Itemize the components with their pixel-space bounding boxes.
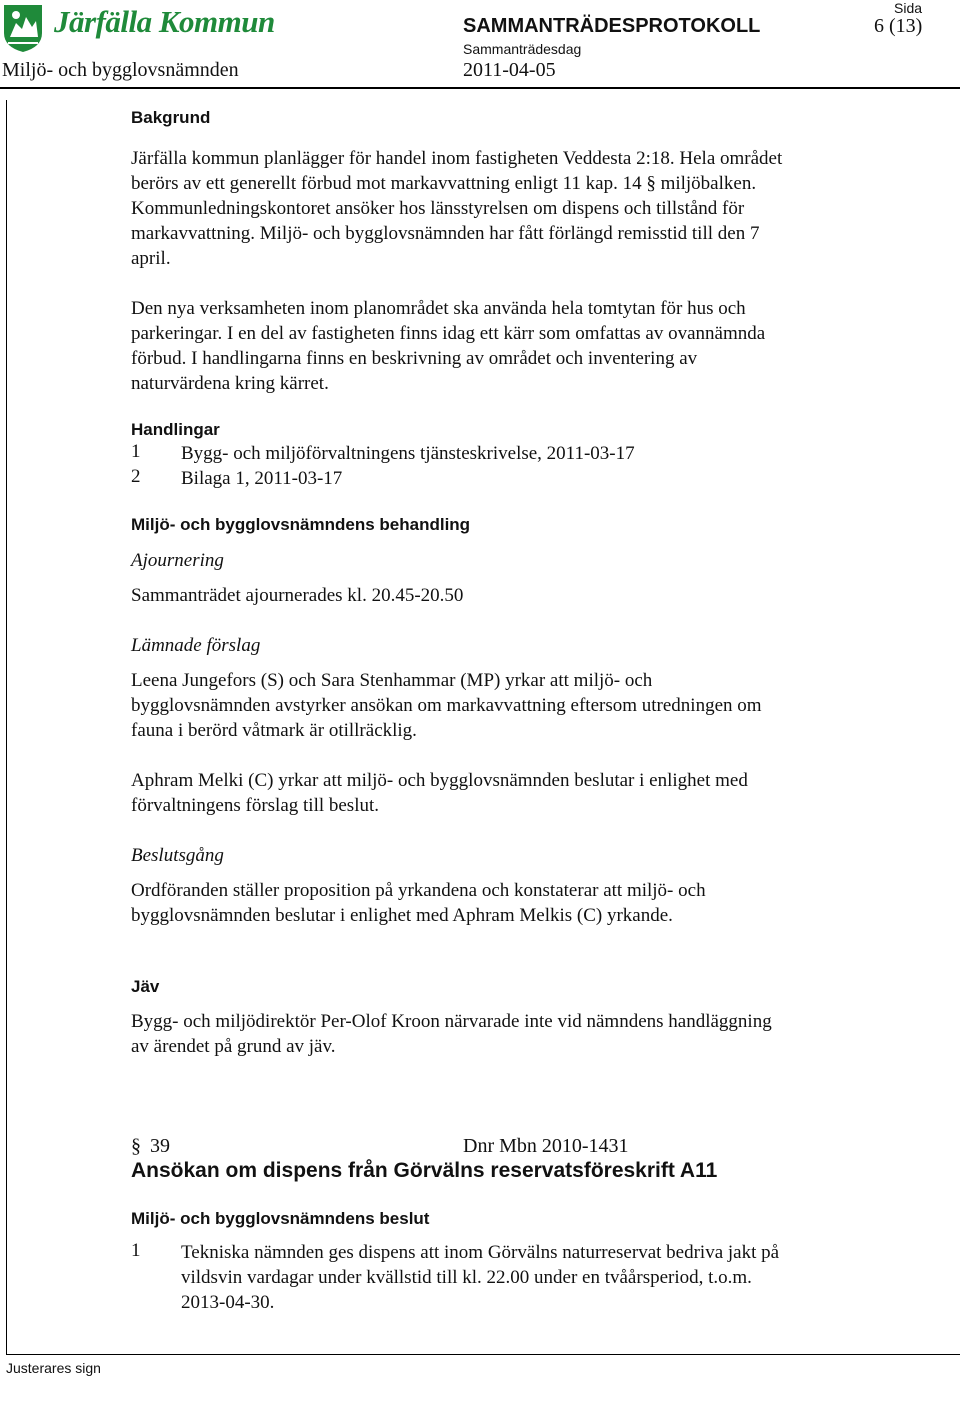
text-line: Kommunledningskontoret ansöker hos länsstyrelsen om dispens och tillstånd för [131,198,745,219]
text-line: Aphram Melki (C) yrkar att miljö- och bygglovsnämnden beslutar i enlighet med [131,770,748,791]
text-line: Tekniska nämnden ges dispens att inom Görvälns naturreservat bedriva jakt på [181,1242,780,1263]
margin-rule [6,100,7,1354]
section-heading-beslut: Miljö- och bygglovsnämndens beslut [131,1209,430,1228]
case-number: Dnr Mbn 2010-1431 [463,1135,629,1157]
text-line: berörs av ett generellt förbud mot markavvattning enligt 11 kap. 14 § miljöbalken. [131,173,757,194]
subheading-lamnade-forslag: Lämnade förslag [131,635,261,656]
text-line: bygglovsnämnden beslutar i enlighet med Aphram Melkis (C) yrkande. [131,905,673,926]
beslutsgang-paragraph [131,878,706,928]
signature-label: Justerares sign [6,1360,101,1376]
paragraph-number: 39 [150,1135,170,1157]
meeting-date-label: Sammanträdesdag [463,41,582,57]
section-heading-jav: Jäv [131,977,160,996]
text-line: Järfälla kommun planlägger för handel inom fastigheten Veddesta 2:18. Hela området [131,148,783,169]
municipal-shield-logo [2,3,44,53]
logo-wordmark: Järfälla Kommun [54,4,275,39]
footer-rule [6,1354,960,1355]
bakgrund-paragraph-2 [131,296,765,396]
list-item-number: 1 [131,441,141,462]
text-line: Leena Jungefors (S) och Sara Stenhammar (MP) yrkar att miljö- och [131,670,653,691]
header-rule [0,87,960,89]
text-line: förvaltningens förslag till beslut. [131,795,380,816]
text-line: Bygg- och miljödirektör Per-Olof Kroon närvarade inte vid nämndens handläggning [131,1011,772,1032]
paragraph-sign: § [131,1135,141,1157]
item-title: Ansökan om dispens från Görvälns reservatsföreskrift A11 [131,1159,718,1182]
forslag-paragraph-1 [131,668,762,743]
text-line: Den nya verksamheten inom planområdet ska använda hela tomtytan för hus och [131,298,746,319]
beslut-text [181,1240,779,1315]
list-item-number: 1 [131,1240,141,1261]
section-heading-handlingar: Handlingar [131,420,220,439]
list-item-text: Bilaga 1, 2011-03-17 [181,468,343,489]
document-type: SAMMANTRÄDESPROTOKOLL [463,15,761,37]
forslag-paragraph-2 [131,768,748,818]
bakgrund-paragraph-1 [131,146,782,271]
text-line: markavvattning. Miljö- och bygglovsnämnden har fått förlängd remisstid till den 7 [131,223,760,244]
text-line: Ordföranden ställer proposition på yrkandena och konstaterar att miljö- och [131,880,706,901]
list-item-text: Bygg- och miljöförvaltningens tjänsteskrivelse, 2011-03-17 [181,443,635,464]
text-line: bygglovsnämnden avstyrker ansökan om markavvattning eftersom utredningen om [131,695,762,716]
section-heading-bakgrund: Bakgrund [131,108,211,127]
ajournering-text: Sammanträdet ajournerades kl. 20.45-20.50 [131,585,464,606]
page-label: Sida [894,0,923,16]
list-item-number: 2 [131,466,141,487]
section-heading-behandling: Miljö- och bygglovsnämndens behandling [131,515,471,534]
text-line: parkeringar. I en del av fastigheten finns idag ett kärr som omfattas av ovannämnda [131,323,766,344]
subheading-ajournering: Ajournering [131,550,224,571]
text-line: fauna i berörd våtmark är otillräcklig. [131,720,417,741]
page-number: 6 (13) [874,15,923,37]
text-line: april. [131,248,171,269]
text-line: vildsvin vardagar under kvällstid till kl. 22.00 under en tvåårsperiod, t.o.m. [181,1267,752,1288]
text-line: av ärendet på grund av jäv. [131,1036,336,1057]
committee-name: Miljö- och bygglovsnämnden [2,59,239,81]
subheading-beslutsgang: Beslutsgång [131,845,224,866]
text-line: naturvärdena kring kärret. [131,373,329,394]
jav-paragraph [131,1009,772,1059]
text-line: 2013-04-30. [181,1292,275,1313]
text-line: förbud. I handlingarna finns en beskrivning av området och inventering av [131,348,698,369]
meeting-date: 2011-04-05 [463,59,556,81]
